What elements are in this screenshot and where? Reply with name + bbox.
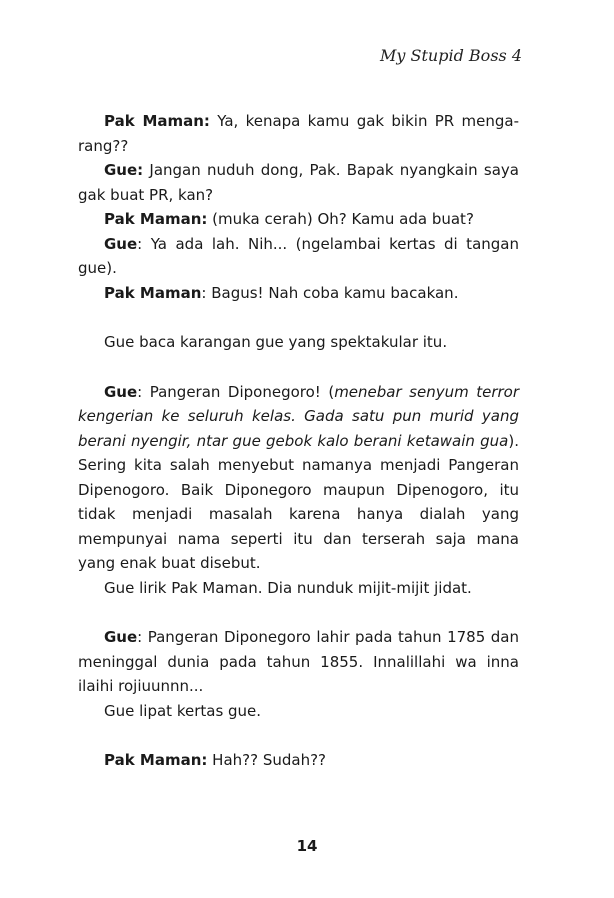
- page-number: 14: [296, 837, 318, 855]
- italic-stage-direction: menebar senyum terror kengerian ke seluruh kelas. Gada satu pun murid yang berani nyengir, ntar gue gebok kalo berani ketawain gua: [78, 382, 520, 450]
- speaker-label: Pak Maman:: [104, 112, 210, 130]
- dialogue-paragraph: [78, 158, 519, 207]
- narration-paragraph: Gue lirik Pak Maman. Dia nunduk mijit-mijit jidat.: [104, 578, 472, 597]
- dialogue-text: (muka cerah) Oh? Kamu ada buat?: [207, 210, 474, 228]
- dialogue-text: : Ya ada lah. Nih... (ngelambai kertas di tangan gue).: [78, 234, 519, 277]
- dialogue-text: : Pangeran Diponegoro! (: [137, 382, 335, 401]
- dialogue-paragraph: [78, 281, 519, 306]
- dialogue-paragraph: [78, 380, 519, 576]
- running-header: My Stupid Boss 4: [380, 46, 522, 65]
- dialogue-paragraph: [78, 232, 519, 281]
- dialogue-text: : Bagus! Nah coba kamu bacakan.: [201, 283, 459, 302]
- dialogue-text: ). Sering kita salah menyebut namanya menjadi Pangeran Dipenogoro. Baik Diponegoro maupun Dipenogoro, itu tidak menjadi masalah karena hanya dialah yang mempunyai nama seperti itu dan terserah saja mana yang enak buat disebut.: [78, 431, 519, 572]
- paragraph-gap: [78, 355, 519, 380]
- paragraph-gap: [78, 305, 519, 330]
- speaker-label: Gue:: [104, 161, 144, 179]
- paragraph-gap: [78, 723, 519, 748]
- speaker-label: Pak Maman:: [104, 751, 208, 769]
- dialogue-text: Jangan nuduh dong, Pak. Bapak nyangkain saya gak buat PR, kan?: [78, 161, 519, 204]
- body-text: [78, 109, 519, 773]
- speaker-label: Gue: [104, 628, 138, 646]
- speaker-label: Gue: [104, 382, 138, 401]
- speaker-label: Pak Maman:: [104, 210, 208, 228]
- dialogue-paragraph: [78, 109, 519, 158]
- dialogue-paragraph: [78, 748, 519, 773]
- narration-paragraph: Gue lipat kertas gue.: [104, 701, 262, 720]
- narration-paragraph: Gue baca karangan gue yang spektakular itu.: [104, 333, 448, 351]
- dialogue-text: : Pangeran Diponegoro lahir pada tahun 1785 dan meninggal dunia pada tahun 1855. Innalillahi wa inna ilaihi rojiuunnn...: [78, 628, 519, 695]
- paragraph-gap: [78, 600, 519, 625]
- dialogue-text: Ya, kenapa kamu gak bikin PR menga-rang??: [78, 112, 519, 155]
- speaker-label: Pak Maman: [104, 283, 202, 302]
- dialogue-text: Hah?? Sudah??: [207, 751, 326, 769]
- dialogue-paragraph: [78, 207, 519, 232]
- dialogue-paragraph: [78, 625, 519, 699]
- speaker-label: Gue: [104, 234, 138, 253]
